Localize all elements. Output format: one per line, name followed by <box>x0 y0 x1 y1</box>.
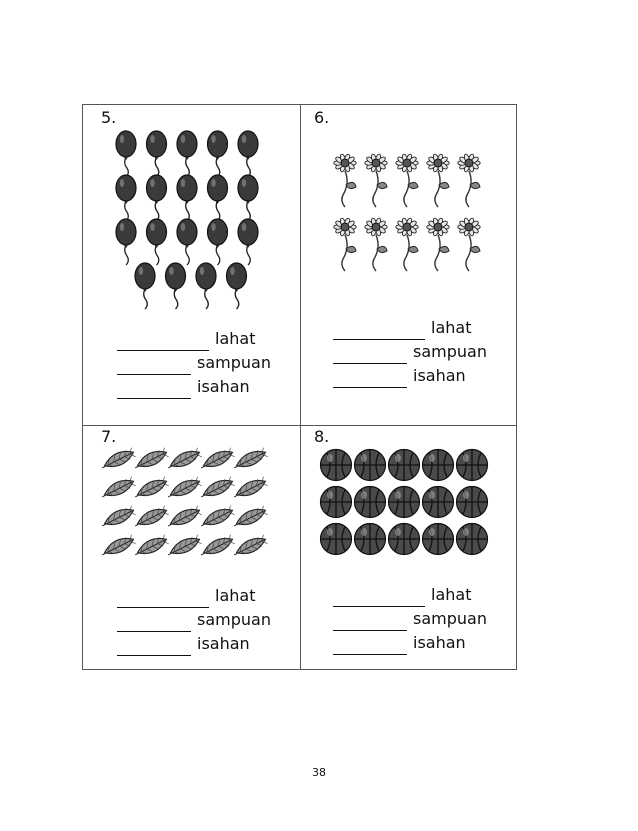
answer-label: lahat <box>215 586 256 605</box>
answer-label: sampuan <box>197 353 271 372</box>
basketball-icon <box>457 524 488 555</box>
answer-label: lahat <box>431 585 472 604</box>
answer-line-isahan <box>333 631 487 655</box>
answer-blank[interactable] <box>333 592 425 607</box>
answer-line-sampuan <box>333 607 487 631</box>
answer-label: isahan <box>197 377 250 396</box>
basketball-icon <box>423 487 454 518</box>
basketball-icon <box>389 524 420 555</box>
basketball-icon <box>389 487 420 518</box>
item-number: 7. <box>101 427 117 446</box>
answer-label: isahan <box>413 366 466 385</box>
basketball-icon <box>423 450 454 481</box>
basketball-icon <box>423 524 454 555</box>
answer-label: lahat <box>215 329 256 348</box>
basketball-icon <box>457 487 488 518</box>
basketball-icon <box>321 524 352 555</box>
answer-label: sampuan <box>197 610 271 629</box>
basketball-icon <box>355 450 386 481</box>
item-number: 6. <box>314 108 330 127</box>
basketball-icon <box>389 450 420 481</box>
answer-blank[interactable] <box>333 616 407 631</box>
basketball-icon <box>321 487 352 518</box>
basketball-icon <box>457 450 488 481</box>
item-number: 8. <box>314 427 330 446</box>
answer-label: isahan <box>413 633 466 652</box>
answer-blank[interactable] <box>333 640 407 655</box>
answer-label: lahat <box>431 318 472 337</box>
basketball-icon <box>355 524 386 555</box>
answer-label: sampuan <box>413 342 487 361</box>
answer-block <box>333 583 487 655</box>
basketball-icon <box>355 487 386 518</box>
page-number: 38 <box>312 766 326 779</box>
answer-line-lahat <box>333 583 487 607</box>
item-number: 5. <box>101 108 117 127</box>
basketball-icon <box>321 450 352 481</box>
answer-label: sampuan <box>413 609 487 628</box>
answer-label: isahan <box>197 634 250 653</box>
